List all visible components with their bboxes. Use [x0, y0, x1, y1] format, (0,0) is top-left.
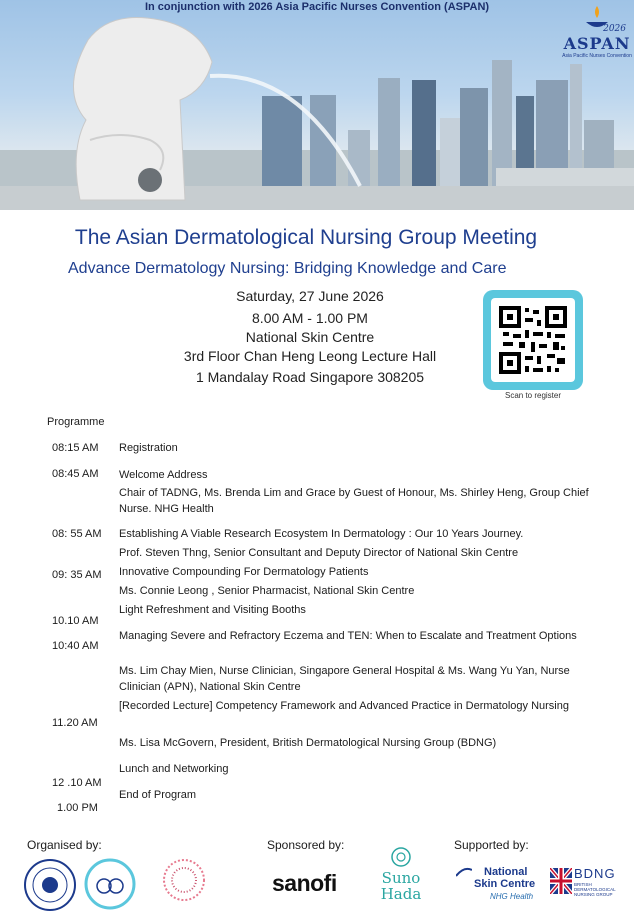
time-0845: 08:45 AM: [52, 468, 99, 480]
time-1300: 1.00 PM: [57, 802, 98, 814]
sanofi-logo: sanofi: [272, 870, 337, 896]
programme-item: Welcome Address: [119, 469, 208, 481]
time-1010: 10.10 AM: [52, 615, 99, 627]
convention-banner-text: In conjunction with 2026 Asia Pacific Nurses Convention (ASPAN): [144, 1, 490, 13]
programme-label: Programme: [47, 416, 105, 428]
supported-by-label: Supported by:: [454, 838, 529, 852]
programme-item: Lunch and Networking: [119, 763, 229, 775]
event-venue: National Skin Centre: [245, 329, 375, 345]
event-address: 1 Mandalay Road Singapore 308205: [195, 369, 425, 385]
organised-by-label: Organised by:: [27, 838, 102, 852]
nsc-swoosh-icon: [456, 866, 472, 880]
programme-item: End of Program: [119, 789, 197, 801]
programme-item: Registration: [119, 442, 178, 454]
page-subtitle: Advance Dermatology Nursing: Bridging Knowledge and Care: [68, 260, 507, 277]
sponsored-by-label: Sponsored by:: [267, 838, 345, 852]
qr-pattern-icon: [491, 298, 575, 382]
programme-item: Light Refreshment and Visiting Booths: [119, 604, 306, 616]
programme-item: Establishing A Viable Research Ecosystem In Dermatology : Our 10 Years Journey.: [119, 528, 524, 540]
page-title: The Asian Dermatological Nursing Group Meeting: [74, 226, 538, 249]
qr-caption: Scan to register: [504, 391, 562, 400]
dermatology-nurses-chapter-logo: [86, 860, 134, 908]
organiser-logos: [22, 856, 222, 912]
bdng-text: BDNG: [574, 866, 616, 881]
hero-banner: [0, 0, 634, 210]
time-1120: 11.20 AM: [52, 717, 98, 729]
suno-hada-emblem-icon: [390, 846, 412, 868]
singapore-nurses-association-logo: [25, 860, 75, 910]
programme-item: Ms. Lisa McGovern, President, British Dermatological Nursing Group (BDNG): [119, 737, 497, 749]
nsc-line-2: Skin Centre: [474, 878, 536, 890]
programme-item: Ms. Connie Leong , Senior Pharmacist, National Skin Centre: [119, 585, 415, 597]
programme-item: Innovative Compounding For Dermatology Patients: [119, 566, 369, 578]
aspan-subtitle: Asia Pacific Nurses Convention: [562, 53, 632, 59]
suno-hada-logo: [372, 846, 430, 902]
qr-code[interactable]: [483, 290, 583, 390]
programme-item: [Recorded Lecture] Competency Framework and Advanced Practice in Dermatology Nursing: [119, 700, 569, 712]
nsc-line-3: NHG Health: [490, 892, 534, 901]
aspan-year: 2026: [603, 24, 626, 34]
skyline-illustration: [0, 0, 634, 210]
aspan-logo: [562, 2, 632, 66]
event-time: 8.00 AM - 1.00 PM: [252, 310, 368, 326]
time-0855: 08: 55 AM: [52, 528, 102, 540]
nsc-line-1: National: [484, 866, 528, 878]
suno-hada-text: Suno Hada: [380, 869, 422, 903]
time-0935: 09: 35 AM: [52, 569, 102, 581]
event-date: Saturday, 27 June 2026: [236, 288, 384, 304]
programme-item: Prof. Steven Thng, Senior Consultant and Deputy Director of National Skin Centre: [119, 547, 519, 559]
bdng-subtitle: BRITISH DERMATOLOGICAL NURSING GROUP: [574, 882, 616, 897]
time-1210: 12 .10 AM: [52, 777, 102, 789]
union-flag-icon: [550, 868, 572, 894]
programme-item: Ms. Lim Chay Mien, Nurse Clinician, Singapore General Hospital & Ms. Wang Yu Yan, Nurse Clinician (APN), National Skin Centre: [119, 665, 570, 693]
aspan-name: ASPAN: [563, 34, 631, 53]
time-1040: 10:40 AM: [52, 640, 99, 652]
event-hall: 3rd Floor Chan Heng Leong Lecture Hall: [183, 348, 437, 364]
programme-item: Chair of TADNG, Ms. Brenda Lim and Grace by Guest of Honour, Ms. Shirley Heng, Group Chief Nurse. NHG Health: [119, 487, 589, 515]
asian-dermatological-nursing-group-logo: [164, 860, 204, 900]
time-0815: 08:15 AM: [52, 442, 99, 454]
programme-item: Managing Severe and Refractory Eczema and TEN: When to Escalate and Treatment Options: [119, 630, 577, 642]
